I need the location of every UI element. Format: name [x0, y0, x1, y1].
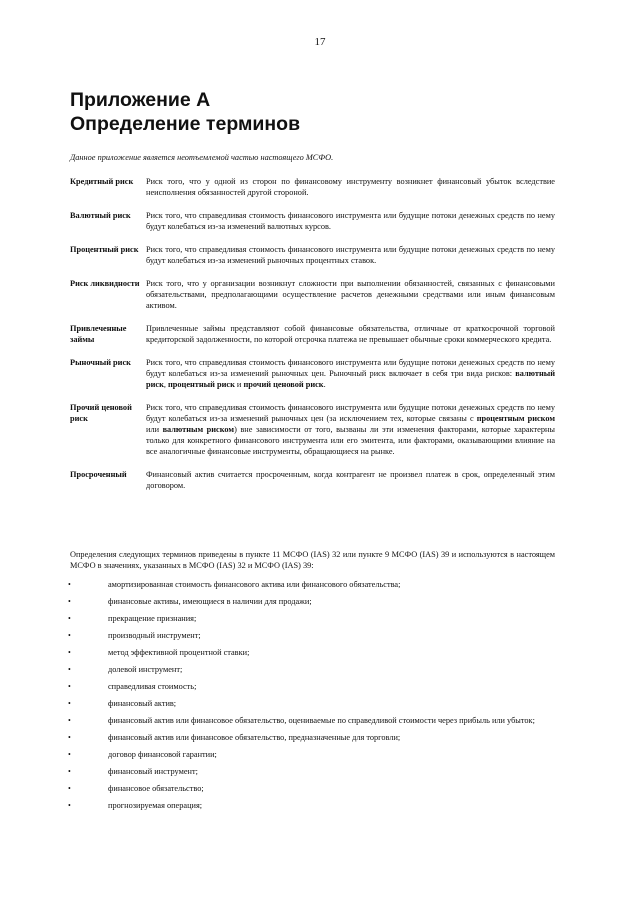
- term-list-item: [60, 732, 560, 743]
- definition-text-segment: или: [146, 425, 163, 434]
- bullet-icon: •: [68, 597, 71, 606]
- term-list-text: долевой инструмент;: [108, 665, 183, 674]
- term-list-item: [60, 698, 560, 709]
- term-list-item: [60, 749, 560, 760]
- definition-text-segment: Риск того, что справедливая стоимость финансового инструмента или будущие потоки денежных средств по нему будут колебаться из-за изменений валютных курсов.: [146, 211, 555, 231]
- bullet-icon: •: [68, 665, 71, 674]
- definition-text: [146, 357, 555, 390]
- definition-text-segment: Риск того, что у одной из сторон по финансовому инструменту возникнет финансовый убыток вследствие неисполнения обязанностей другой стороной.: [146, 177, 555, 197]
- definition-text-segment: Финансовый актив считается просроченным, когда контрагент не произвел платеж в срок, определенный этим договором.: [146, 470, 555, 490]
- term-list-text: финансовый актив или финансовое обязательство, предназначенные для торговли;: [108, 733, 401, 742]
- bullet-icon: •: [68, 716, 71, 725]
- term-list-item: [60, 596, 560, 607]
- definition-term: Привлеченные займы: [70, 324, 127, 344]
- bullet-icon: •: [68, 631, 71, 640]
- definition-text: [146, 210, 555, 232]
- definition-text-segment: Риск того, что справедливая стоимость финансового инструмента или будущие потоки денежных средств по нему будут колебаться из-за изменений рыночных цен (за исключением тех, которые связаны с: [146, 403, 555, 423]
- definition-row: [70, 402, 555, 457]
- definition-term: Кредитный риск: [70, 177, 134, 186]
- definition-text-segment: Риск того, что справедливая стоимость финансового инструмента или будущие потоки денежных средств по нему будут колебаться из-за изменений рыночных процентных ставок.: [146, 245, 555, 265]
- bullet-icon: •: [68, 682, 71, 691]
- appendix-title: [70, 88, 300, 136]
- definition-row: [70, 210, 555, 232]
- term-list-item: [60, 766, 560, 777]
- definitions-list: [70, 176, 555, 503]
- term-list-item: [60, 681, 560, 692]
- definition-text: [146, 469, 555, 491]
- bullet-icon: •: [68, 801, 71, 810]
- definition-text-segment: Привлеченные займы представляют собой финансовые обязательства, отличные от краткосрочной торговой кредиторской задолженности, по которой отсрочка платежа не превышает обычные сроки коммерческого кредита.: [146, 324, 555, 344]
- definition-text: [146, 323, 555, 345]
- term-list-item: [60, 800, 560, 811]
- term-list-item: [60, 715, 560, 726]
- bullet-icon: •: [68, 648, 71, 657]
- definition-bold-term: валютным риском: [162, 425, 235, 434]
- term-list-text: финансовый актив;: [108, 699, 177, 708]
- term-list-item: [60, 579, 560, 590]
- term-list-text: финансовые активы, имеющиеся в наличии для продажи;: [108, 597, 312, 606]
- term-list-text: финансовый инструмент;: [108, 767, 198, 776]
- term-list-text: финансовый актив или финансовое обязательство, оцениваемые по справедливой стоимости через прибыль или убыток;: [108, 716, 535, 725]
- appendix-title-line1: Приложение А: [70, 89, 211, 111]
- definition-row: [70, 357, 555, 390]
- definition-row: [70, 278, 555, 311]
- term-list-item: [60, 647, 560, 658]
- bullet-icon: •: [68, 733, 71, 742]
- term-list-text: амортизированная стоимость финансового актива или финансового обязательства;: [108, 580, 401, 589]
- page-number: 17: [314, 36, 326, 48]
- bullet-icon: •: [68, 580, 71, 589]
- definition-text-segment: ,: [163, 380, 169, 389]
- bullet-icon: •: [68, 614, 71, 623]
- definition-bold-term: прочий ценовой риск: [243, 380, 324, 389]
- definition-text: [146, 278, 555, 311]
- definition-text-segment: Риск того, что справедливая стоимость финансового инструмента или будущие потоки денежных средств по нему будут колебаться из-за изменений рыночных цен. Рыночный риск включает в себя три вида рисков:: [146, 358, 555, 378]
- definition-text-segment: и: [234, 380, 244, 389]
- term-list-text: договор финансовой гарантии;: [108, 750, 217, 759]
- definition-term: Рыночный риск: [70, 358, 131, 367]
- definition-row: [70, 244, 555, 266]
- definition-bold-term: валютный риск: [146, 369, 555, 389]
- bullet-icon: •: [68, 767, 71, 776]
- bullet-icon: •: [68, 750, 71, 759]
- term-list-text: метод эффективной процентной ставки;: [108, 648, 250, 657]
- definition-bold-term: процентный риск: [168, 380, 235, 389]
- definition-term: Прочий ценовой риск: [70, 403, 132, 423]
- term-list-item: [60, 613, 560, 624]
- bullet-icon: •: [68, 784, 71, 793]
- definition-row: [70, 469, 555, 491]
- definition-row: [70, 176, 555, 198]
- definition-bold-term: процентным риском: [476, 414, 555, 423]
- definition-term: Валютный риск: [70, 211, 131, 220]
- definition-text: [146, 402, 555, 457]
- term-list-item: [60, 664, 560, 675]
- appendix-title-line2: Определение терминов: [70, 113, 301, 135]
- references-paragraph: Определения следующих терминов приведены в пункте 11 МСФО (IAS) 32 или пункте 9 МСФО (IAS) 39 и используются в настоящем МСФО в значениях, указанных в МСФО (IAS) 32 и МСФО (IAS) 39:: [70, 550, 555, 570]
- term-list-text: финансовое обязательство;: [108, 784, 204, 793]
- definition-text-segment: .: [323, 380, 326, 389]
- term-list-text: справедливая стоимость;: [108, 682, 197, 691]
- definition-term: Риск ликвидности: [70, 279, 140, 288]
- definition-row: [70, 323, 555, 345]
- definition-text-segment: Риск того, что у организации возникнут сложности при выполнении обязанностей, связанных с финансовыми обязательствами, предполагающими осуществление расчетов денежными средствами или иным финансовым активом.: [146, 279, 555, 310]
- bullet-icon: •: [68, 699, 71, 708]
- term-list-text: производный инструмент;: [108, 631, 201, 640]
- definition-term: Процентный риск: [70, 245, 139, 254]
- definition-text-segment: ) вне зависимости от того, вызваны ли эти изменения факторами, которые характерны только для конкретного финансового инструмента или его эмитента, или факторами, оказывающими влияние на все аналогичные финансовые инструменты, обращающиеся на рынке.: [146, 425, 555, 456]
- intro-text: Данное приложение является неотъемлемой частью настоящего МСФО.: [70, 153, 334, 162]
- terms-list: [60, 579, 560, 817]
- definition-text: [146, 176, 555, 198]
- definition-term: Просроченный: [70, 470, 127, 479]
- term-list-text: прогнозируемая операция;: [108, 801, 203, 810]
- term-list-item: [60, 630, 560, 641]
- definition-text: [146, 244, 555, 266]
- term-list-item: [60, 783, 560, 794]
- term-list-text: прекращение признания;: [108, 614, 197, 623]
